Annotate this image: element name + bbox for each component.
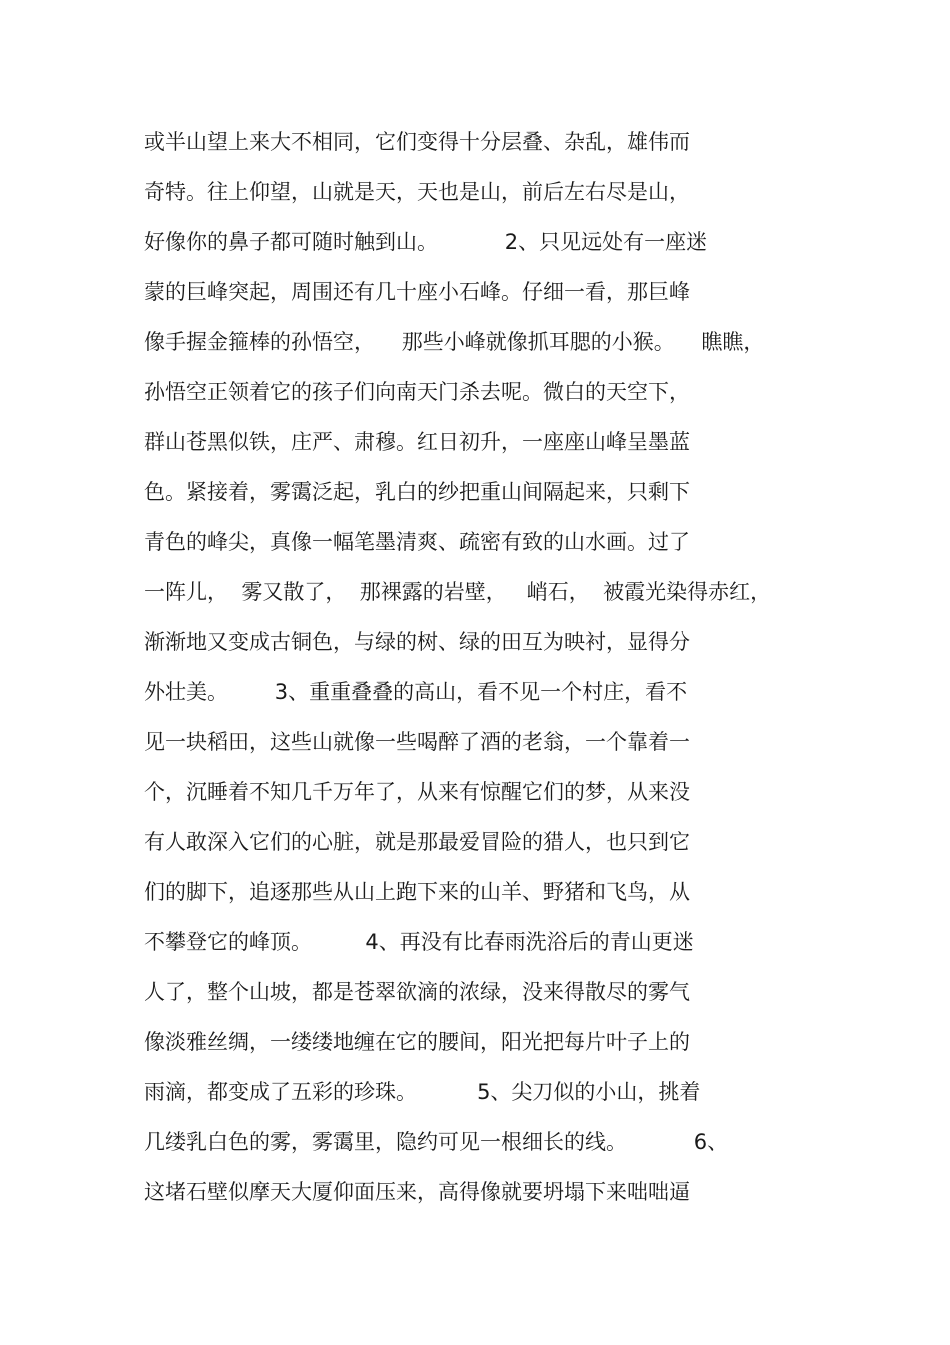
text-line: 或半山望上来大不相同，它们变得十分层叠、杂乱，雄伟而	[144, 130, 690, 154]
text-line: 这堵石壁似摩天大厦仰面压来，高得像就要坍塌下来咄咄逼	[144, 1180, 690, 1204]
text-line: 一阵儿， 雾又散了， 那裸露的岩壁， 峭石， 被霞光染得赤红，	[144, 580, 772, 604]
text-line: 像淡雅丝绸，一缕缕地缠在它的腰间，阳光把每片叶子上的	[144, 1030, 690, 1054]
text-line: 外壮美。 3、重重叠叠的高山，看不见一个村庄，看不	[144, 680, 688, 704]
text-line: 个，沉睡着不知几千万年了，从来有惊醒它们的梦，从来没	[144, 780, 690, 804]
text-line: 雨滴，都变成了五彩的珍珠。 5、尖刀似的小山，挑着	[144, 1080, 701, 1104]
text-line: 群山苍黑似铁，庄严、肃穆。红日初升，一座座山峰呈墨蓝	[144, 430, 690, 454]
text-line: 渐渐地又变成古铜色，与绿的树、绿的田互为映衬，显得分	[144, 630, 690, 654]
text-line: 好像你的鼻子都可随时触到山。 2、只见远处有一座迷	[144, 230, 708, 254]
text-line: 几缕乳白色的雾，雾霭里，隐约可见一根细长的线。 6、	[144, 1130, 729, 1154]
text-line: 色。紧接着，雾霭泛起，乳白的纱把重山间隔起来，只剩下	[144, 480, 690, 504]
text-line: 孙悟空正领着它的孩子们向南天门杀去呢。微白的天空下，	[144, 380, 690, 404]
text-line: 不攀登它的峰顶。 4、再没有比春雨洗浴后的青山更迷	[144, 930, 694, 954]
text-line: 青色的峰尖，真像一幅笔墨清爽、疏密有致的山水画。过了	[144, 530, 690, 554]
text-line: 奇特。往上仰望，山就是天，天也是山，前后左右尽是山，	[144, 180, 690, 204]
text-line: 人了，整个山坡，都是苍翠欲滴的浓绿，没来得散尽的雾气	[144, 980, 690, 1004]
text-line: 蒙的巨峰突起，周围还有几十座小石峰。仔细一看，那巨峰	[144, 280, 690, 304]
text-line: 见一块稻田，这些山就像一些喝醉了酒的老翁，一个靠着一	[144, 730, 690, 754]
text-line: 们的脚下，追逐那些从山上跑下来的山羊、野猪和飞鸟，从	[144, 880, 690, 904]
text-line: 有人敢深入它们的心脏，就是那最爱冒险的猎人，也只到它	[144, 830, 690, 854]
text-line: 像手握金箍棒的孙悟空， 那些小峰就像抓耳腮的小猴。 瞧瞧，	[144, 330, 765, 354]
